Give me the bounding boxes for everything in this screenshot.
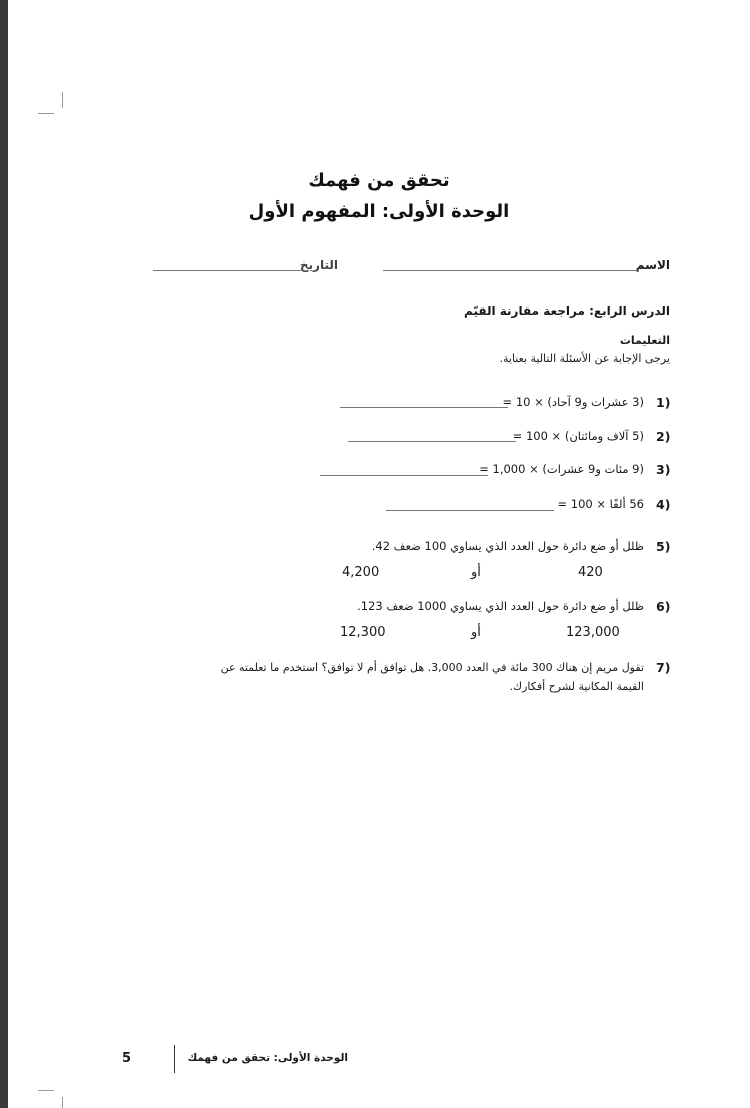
question-5-option-a[interactable]: 420 xyxy=(578,565,603,580)
question-3-number: 3) xyxy=(656,462,671,477)
question-5-or: أو xyxy=(471,565,481,580)
question-6-or: أو xyxy=(471,625,481,640)
question-7-number: 7) xyxy=(656,660,671,675)
worksheet-page xyxy=(8,0,750,1108)
name-label: الاسم xyxy=(635,258,670,272)
question-2-answer-line[interactable] xyxy=(348,441,516,442)
question-2-number: 2) xyxy=(656,429,671,444)
crop-mark-bottom xyxy=(62,1097,63,1108)
page-number: 5 xyxy=(122,1051,132,1066)
date-line xyxy=(153,270,301,271)
crop-mark-top xyxy=(62,92,63,108)
crop-mark-bottom-h xyxy=(38,1090,54,1091)
question-4-number: 4) xyxy=(656,497,671,512)
instructions-text: يرجى الإجابة عن الأسئلة التالية بعناية. xyxy=(499,352,670,365)
page-title: تحقق من فهمك xyxy=(308,170,450,191)
lesson-title: الدرس الرابع: مراجعة مقارنة القيّم xyxy=(464,304,670,318)
date-label: التاريخ xyxy=(299,258,338,272)
question-4-text: 56 ألفًا × 100 = xyxy=(557,497,644,511)
question-6-text: ظلل أو ضع دائرة حول العدد الذي يساوي 1000 ضعف 123. xyxy=(357,599,644,613)
question-1-answer-line[interactable] xyxy=(340,407,508,408)
crop-mark-top-h xyxy=(38,113,54,114)
instructions-heading: التعليمات xyxy=(619,334,670,347)
page-subtitle: الوحدة الأولى: المفهوم الأول xyxy=(248,201,510,222)
question-6-option-a[interactable]: 123,000 xyxy=(566,625,620,640)
question-6-number: 6) xyxy=(656,599,671,614)
question-1-number: 1) xyxy=(656,395,671,410)
question-5-text: ظلل أو ضع دائرة حول العدد الذي يساوي 100 ضعف 42. xyxy=(371,539,644,553)
footer-label: الوحدة الأولى: تحقق من فهمك xyxy=(187,1052,348,1064)
question-7-text-line2: القيمة المكانية لشرح أفكارك. xyxy=(509,680,644,693)
footer-divider xyxy=(174,1045,175,1073)
question-6-option-b[interactable]: 12,300 xyxy=(340,625,386,640)
question-7-text-line1: تقول مريم إن هناك 300 مائة في العدد 3,000. هل توافق أم لا توافق؟ استخدم ما تعلمته عن xyxy=(220,661,644,674)
question-4-answer-line[interactable] xyxy=(386,510,554,511)
question-3-text: (9 مئات و9 عشرات) × 1,000 = xyxy=(479,462,644,476)
question-2-text: (5 آلاف ومائتان) × 100 = xyxy=(512,429,644,443)
question-3-answer-line[interactable] xyxy=(320,475,488,476)
question-5-number: 5) xyxy=(656,539,671,554)
question-1-text: (3 عشرات و9 آحاد) × 10 = xyxy=(502,395,644,409)
question-5-option-b[interactable]: 4,200 xyxy=(342,565,380,580)
name-line xyxy=(383,270,638,271)
